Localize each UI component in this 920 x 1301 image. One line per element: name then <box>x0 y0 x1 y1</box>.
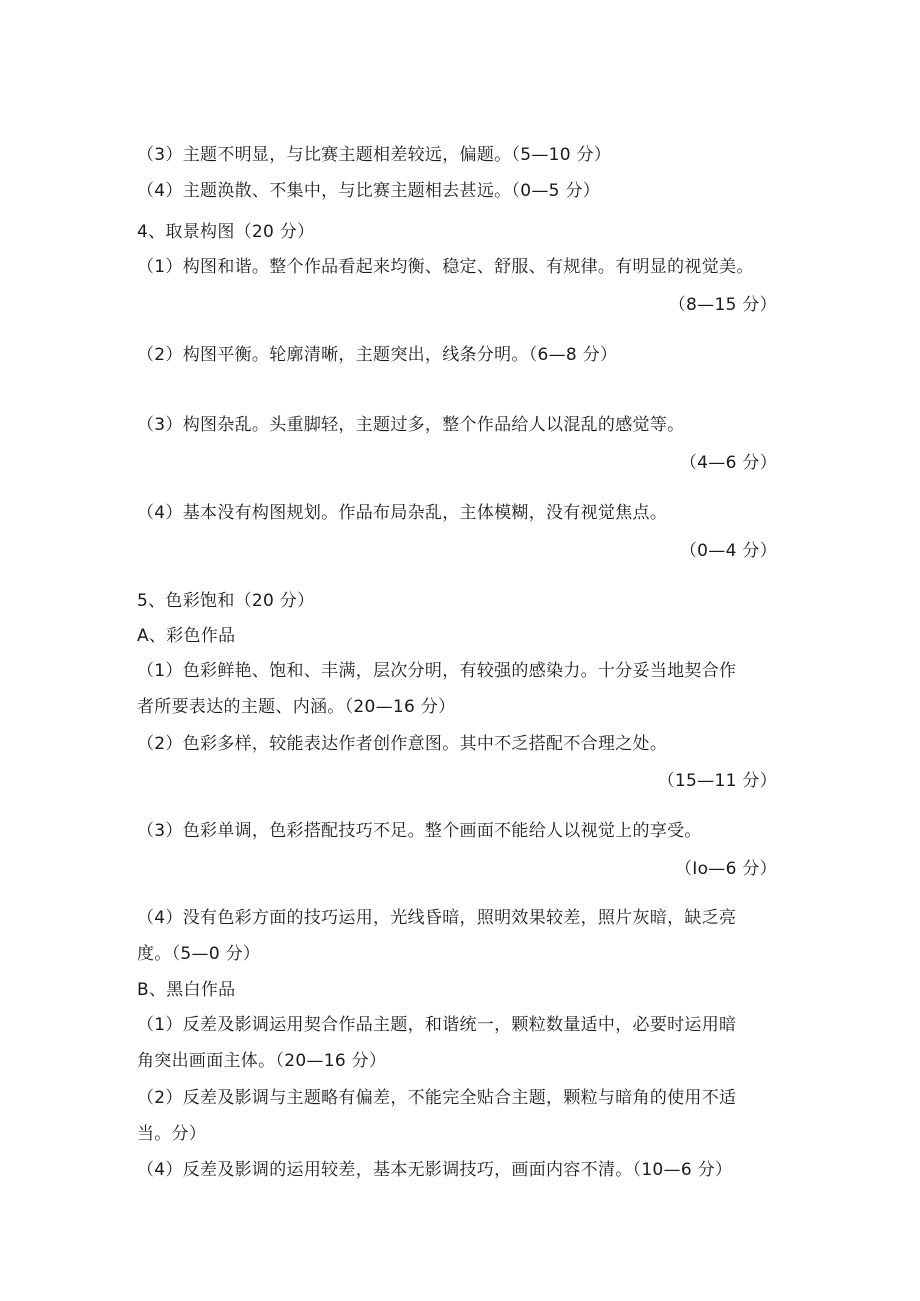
section-5-heading: 5、色彩饱和（20 分） <box>137 591 315 611</box>
bw-item-4: （4）反差及影调的运用较差，基本无影调技巧，画面内容不清。（10—6 分） <box>137 1160 733 1180</box>
bw-item-1-line-2: 角突出画面主体。（20—16 分） <box>137 1051 387 1071</box>
criterion-4-theme: （4）主题涣散、不集中，与比赛主题相去甚远。（0—5 分） <box>137 181 601 201</box>
color-item-1-line-2: 者所要表达的主题、内涵。（20—16 分） <box>137 697 456 717</box>
color-item-4-line-1: （4）没有色彩方面的技巧运用，光线昏暗，照明效果较差，照片灰暗，缺乏亮 <box>137 908 737 928</box>
composition-item-3-score: （4—6 分） <box>679 453 777 473</box>
composition-item-3: （3）构图杂乱。头重脚轻，主题过多，整个作品给人以混乱的感觉等。 <box>137 415 685 435</box>
composition-item-1-score: （8—15 分） <box>668 295 777 315</box>
criterion-3-theme: （3）主题不明显，与比赛主题相差较远，偏题。（5—10 分） <box>137 145 612 165</box>
bw-works-heading: B、黑白作品 <box>137 980 236 1000</box>
composition-item-2: （2）构图平衡。轮廓清晰，主题突出，线条分明。（6—8 分） <box>137 345 618 365</box>
color-item-1-line-1: （1）色彩鲜艳、饱和、丰满，层次分明，有较强的感染力。十分妥当地契合作 <box>137 661 737 681</box>
color-item-3: （3）色彩单调，色彩搭配技巧不足。整个画面不能给人以视觉上的享受。 <box>137 821 702 841</box>
composition-item-1: （1）构图和谐。整个作品看起来均衡、稳定、舒服、有规律。有明显的视觉美。 <box>137 257 754 277</box>
bw-item-2-line-2: 当。分） <box>137 1124 207 1144</box>
section-4-heading: 4、取景构图（20 分） <box>137 222 315 242</box>
composition-item-4-score: （0—4 分） <box>679 541 777 561</box>
color-item-2: （2）色彩多样，较能表达作者创作意图。其中不乏搭配不合理之处。 <box>137 734 668 754</box>
color-item-4-line-2: 度。（5—0 分） <box>137 944 261 964</box>
bw-item-1-line-1: （1）反差及影调运用契合作品主题，和谐统一，颗粒数量适中，必要时运用暗 <box>137 1015 737 1035</box>
bw-item-2-line-1: （2）反差及影调与主题略有偏差，不能完全贴合主题，颗粒与暗角的使用不适 <box>137 1088 737 1108</box>
composition-item-4: （4）基本没有构图规划。作品布局杂乱，主体模糊，没有视觉焦点。 <box>137 503 668 523</box>
color-item-2-score: （15—11 分） <box>657 771 777 791</box>
color-item-3-score: （Io—6 分） <box>674 859 777 879</box>
color-works-heading: A、彩色作品 <box>137 626 236 646</box>
